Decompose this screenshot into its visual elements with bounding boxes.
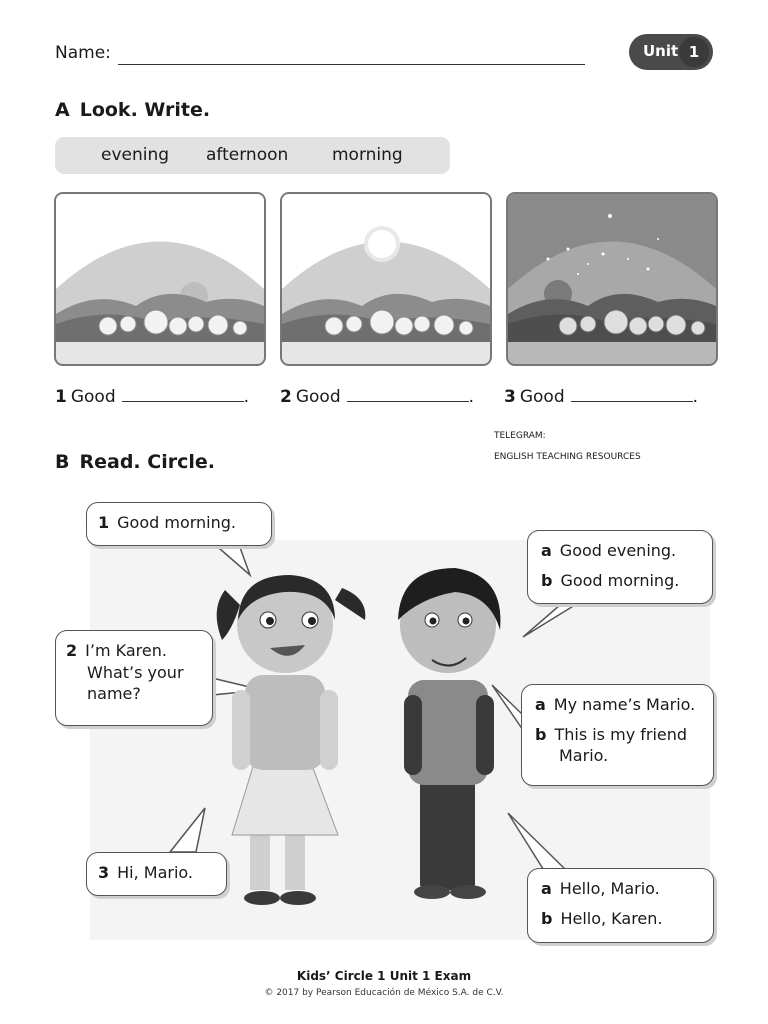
option-b[interactable] [541, 908, 713, 930]
answer-blank[interactable] [571, 401, 693, 402]
footer-copyright: © 2017 by Pearson Educación de México S.A. de C.V. [264, 988, 504, 998]
option-a[interactable] [535, 694, 713, 716]
question-number: 2 [66, 641, 78, 660]
telegram-resource-label: ENGLISH TEACHING RESOURCES [494, 452, 641, 462]
option-text: Hello, Karen. [560, 908, 663, 928]
unit-number: 1 [679, 37, 709, 67]
footer-title: Kids’ Circle 1 Unit 1 Exam [296, 969, 472, 983]
option-a[interactable] [541, 540, 712, 562]
answer-options-bubble-1 [527, 530, 713, 604]
option-text: Good morning. [560, 570, 680, 590]
section-a-title [55, 99, 210, 121]
option-letter: a [541, 541, 552, 560]
question-text: Hi, Mario. [117, 863, 194, 882]
question-number: 3 [98, 863, 110, 882]
item-number: 2 [280, 387, 292, 407]
question-bubble-1 [86, 502, 272, 546]
unit-label: Unit [643, 42, 679, 60]
item-text: Good [519, 387, 565, 407]
item-text: Good [70, 387, 116, 407]
section-b-title [55, 451, 215, 473]
telegram-label: TELEGRAM: [494, 431, 546, 441]
option-text: My name’s Mario. [553, 695, 696, 714]
answer-item-3: 3 Good . [504, 387, 699, 407]
answer-item-2: 2 Good . [280, 387, 475, 407]
landscape-illustration [282, 194, 490, 364]
item-number: 3 [504, 387, 516, 407]
question-bubble-3 [86, 852, 227, 896]
option-b[interactable] [535, 724, 713, 746]
answer-blank[interactable] [122, 401, 244, 402]
option-text: Hello, Mario. [559, 879, 660, 898]
question-bubble-2 [55, 630, 213, 726]
question-number: 1 [98, 513, 110, 532]
section-a-instruction: Look. Write. [79, 99, 211, 121]
word-bank-word: afternoon [206, 145, 289, 165]
name-label: Name: [55, 43, 111, 63]
option-text: Good evening. [559, 541, 677, 560]
item-number: 1 [55, 387, 67, 407]
answer-blank[interactable] [347, 401, 469, 402]
word-bank-word: morning [332, 145, 403, 165]
question-text: Good morning. [117, 513, 236, 532]
section-a-letter: A [55, 99, 70, 121]
option-text-line: Mario. [559, 746, 609, 766]
section-b-instruction: Read. Circle. [79, 451, 215, 473]
word-bank-word: evening [101, 145, 170, 165]
question-text-line: I’m Karen. [85, 641, 167, 660]
item-text: Good [295, 387, 341, 407]
answer-item-1: 1 Good . [55, 387, 250, 407]
option-letter: b [541, 908, 553, 928]
answer-options-bubble-2 [521, 684, 714, 786]
picture-evening-scene [54, 192, 266, 366]
option-letter: b [535, 724, 547, 744]
name-write-line[interactable] [118, 64, 585, 65]
option-letter: a [541, 879, 552, 898]
section-b-letter: B [55, 451, 70, 473]
answer-options-bubble-3 [527, 868, 714, 943]
option-a[interactable] [541, 878, 713, 900]
picture-night-scene [506, 192, 718, 366]
landscape-illustration [508, 194, 716, 364]
option-letter: b [541, 570, 553, 590]
landscape-illustration [56, 194, 264, 364]
option-text-line: This is my friend [554, 724, 688, 744]
unit-badge [629, 34, 713, 70]
question-text-line: What’s your [87, 662, 184, 682]
picture-afternoon-scene [280, 192, 492, 366]
question-text-line: name? [87, 684, 141, 704]
option-letter: a [535, 695, 546, 714]
option-b[interactable] [541, 570, 712, 592]
